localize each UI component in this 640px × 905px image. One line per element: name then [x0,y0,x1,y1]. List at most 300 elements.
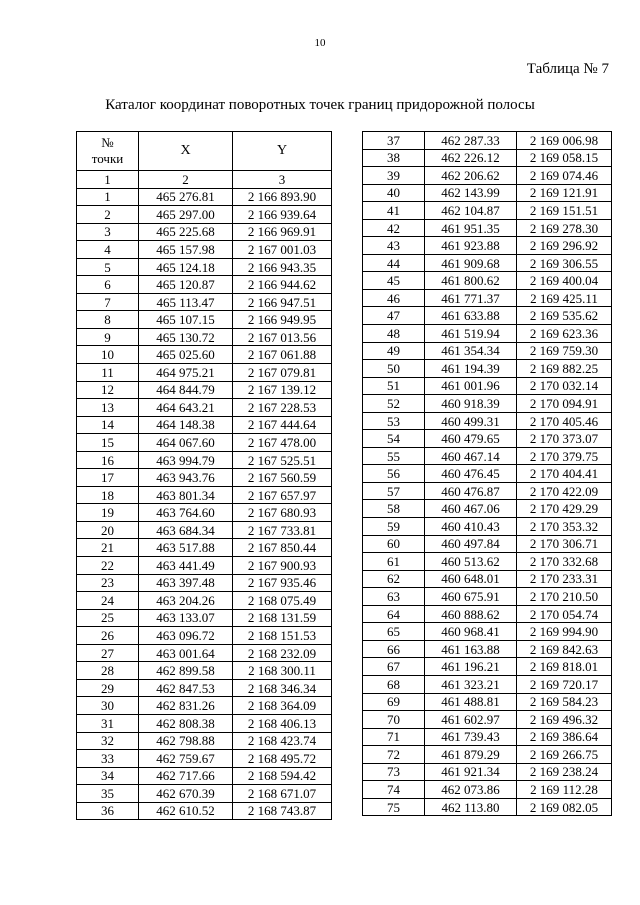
point-number-cell: 8 [77,311,139,329]
table-row [363,570,612,588]
table-row [363,798,612,816]
x-coordinate-cell: 463 801.34 [139,486,233,504]
point-number-cell: 37 [363,132,425,150]
y-coordinate-cell: 2 167 680.93 [233,504,332,522]
point-number-cell: 6 [77,276,139,294]
point-number-cell: 24 [77,592,139,610]
x-coordinate-cell: 462 899.58 [139,662,233,680]
x-coordinate-cell: 465 120.87 [139,276,233,294]
point-number-cell: 7 [77,293,139,311]
point-number-cell: 21 [77,539,139,557]
point-number-cell: 50 [363,360,425,378]
x-coordinate-cell: 461 488.81 [425,693,517,711]
x-coordinate-cell: 463 764.60 [139,504,233,522]
x-coordinate-cell: 465 107.15 [139,311,233,329]
point-number-cell: 64 [363,605,425,623]
table-row [363,693,612,711]
x-coordinate-cell: 462 610.52 [139,802,233,820]
x-coordinate-cell: 460 648.01 [425,570,517,588]
x-coordinate-cell: 463 943.76 [139,469,233,487]
x-coordinate-cell: 460 410.43 [425,518,517,536]
x-coordinate-cell: 464 067.60 [139,434,233,452]
x-coordinate-cell: 463 684.34 [139,521,233,539]
point-number-cell: 42 [363,219,425,237]
point-number-cell: 31 [77,714,139,732]
table-row [77,750,332,768]
point-number-cell: 69 [363,693,425,711]
table-row [77,451,332,469]
point-number-cell: 70 [363,711,425,729]
point-number-cell: 68 [363,675,425,693]
table-row [363,219,612,237]
y-coordinate-cell: 2 168 743.87 [233,802,332,820]
x-coordinate-cell: 465 025.60 [139,346,233,364]
document-title: Каталог координат поворотных точек границ придорожной полосы [105,97,535,113]
point-number-cell: 40 [363,184,425,202]
point-number-cell: 26 [77,627,139,645]
point-number-cell: 43 [363,237,425,255]
page-number: 10 [314,37,326,49]
x-coordinate-cell: 465 297.00 [139,206,233,224]
y-coordinate-cell: 2 169 882.25 [517,360,612,378]
table-label: Таблица № 7 [526,61,609,77]
y-coordinate-cell: 2 167 850.44 [233,539,332,557]
y-coordinate-cell: 2 166 944.62 [233,276,332,294]
x-column-header: X [139,132,233,171]
table-row [363,482,612,500]
x-coordinate-cell: 461 909.68 [425,254,517,272]
y-coordinate-cell: 2 169 082.05 [517,798,612,816]
y-coordinate-cell: 2 169 121.91 [517,184,612,202]
y-coordinate-cell: 2 168 594.42 [233,767,332,785]
y-coordinate-cell: 2 168 495.72 [233,750,332,768]
x-coordinate-cell: 463 397.48 [139,574,233,592]
x-coordinate-cell: 461 633.88 [425,307,517,325]
y-coordinate-cell: 2 168 232.09 [233,644,332,662]
x-coordinate-cell: 460 499.31 [425,412,517,430]
y-coordinate-cell: 2 169 238.24 [517,763,612,781]
y-coordinate-cell: 2 170 032.14 [517,377,612,395]
x-coordinate-cell: 463 517.88 [139,539,233,557]
point-number-cell: 72 [363,746,425,764]
y-coordinate-cell: 2 167 525.51 [233,451,332,469]
point-number-cell: 53 [363,412,425,430]
point-number-cell: 22 [77,557,139,575]
point-number-cell: 15 [77,434,139,452]
point-number-cell: 63 [363,588,425,606]
y-coordinate-cell: 2 169 759.30 [517,342,612,360]
point-number-cell: 39 [363,167,425,185]
point-number-cell: 34 [77,767,139,785]
point-number-cell: 11 [77,364,139,382]
point-number-cell: 14 [77,416,139,434]
x-coordinate-cell: 463 133.07 [139,609,233,627]
table-row [363,640,612,658]
point-number-cell: 19 [77,504,139,522]
x-coordinate-cell: 460 513.62 [425,553,517,571]
x-coordinate-cell: 462 287.33 [425,132,517,150]
x-coordinate-cell: 461 921.34 [425,763,517,781]
x-coordinate-cell: 461 951.35 [425,219,517,237]
y-coordinate-cell: 2 169 306.55 [517,254,612,272]
x-coordinate-cell: 462 847.53 [139,679,233,697]
point-number-cell: 66 [363,640,425,658]
y-coordinate-cell: 2 170 094.91 [517,395,612,413]
table-row [363,535,612,553]
y-coordinate-cell: 2 170 353.32 [517,518,612,536]
point-number-cell: 30 [77,697,139,715]
point-number-cell: 58 [363,500,425,518]
point-number-cell: 47 [363,307,425,325]
table-row [77,679,332,697]
table-row [77,592,332,610]
x-coordinate-cell: 462 831.26 [139,697,233,715]
table-row [77,521,332,539]
x-coordinate-cell: 462 670.39 [139,785,233,803]
x-coordinate-cell: 460 476.87 [425,482,517,500]
y-coordinate-cell: 2 169 296.92 [517,237,612,255]
y-coordinate-cell: 2 170 233.31 [517,570,612,588]
x-coordinate-cell: 460 968.41 [425,623,517,641]
y-coordinate-cell: 2 170 404.41 [517,465,612,483]
table-row [363,605,612,623]
point-number-cell: 25 [77,609,139,627]
y-coordinate-cell: 2 167 139.12 [233,381,332,399]
x-coordinate-cell: 462 798.88 [139,732,233,750]
point-number-header-line2: точки [91,151,124,166]
y-coordinate-cell: 2 169 623.36 [517,325,612,343]
point-number-cell: 3 [77,223,139,241]
point-number-cell: 48 [363,325,425,343]
y-coordinate-cell: 2 168 406.13 [233,714,332,732]
x-coordinate-cell: 461 771.37 [425,289,517,307]
y-coordinate-cell: 2 170 405.46 [517,412,612,430]
table-row [77,399,332,417]
point-number-cell: 27 [77,644,139,662]
x-coordinate-cell: 460 918.39 [425,395,517,413]
table-row [363,781,612,799]
y-coordinate-cell: 2 168 671.07 [233,785,332,803]
point-number-cell: 2 [77,206,139,224]
x-coordinate-cell: 462 206.62 [425,167,517,185]
table-row [363,237,612,255]
point-number-cell: 45 [363,272,425,290]
table-row [363,360,612,378]
point-number-cell: 35 [77,785,139,803]
y-coordinate-cell: 2 168 300.11 [233,662,332,680]
x-coordinate-cell: 460 497.84 [425,535,517,553]
table-row [77,714,332,732]
y-column-header: Y [233,132,332,171]
table-row [363,518,612,536]
y-coordinate-cell: 2 167 061.88 [233,346,332,364]
table-row [363,395,612,413]
point-number-cell: 29 [77,679,139,697]
point-number-cell: 36 [77,802,139,820]
y-coordinate-cell: 2 169 112.28 [517,781,612,799]
x-coordinate-cell: 462 104.87 [425,202,517,220]
x-coordinate-cell: 461 163.88 [425,640,517,658]
coordinates-table-left [76,131,332,820]
y-coordinate-cell: 2 168 075.49 [233,592,332,610]
y-coordinate-cell: 2 169 496.32 [517,711,612,729]
y-coordinate-cell: 2 167 657.97 [233,486,332,504]
table-row [363,377,612,395]
table-row [77,241,332,259]
table-row [77,258,332,276]
table-row [77,311,332,329]
y-coordinate-cell: 2 168 346.34 [233,679,332,697]
y-coordinate-cell: 2 169 151.51 [517,202,612,220]
table-row [363,465,612,483]
x-coordinate-cell: 462 143.99 [425,184,517,202]
y-coordinate-cell: 2 167 733.81 [233,521,332,539]
table-row [363,342,612,360]
point-number-cell: 41 [363,202,425,220]
point-number-cell: 44 [363,254,425,272]
point-number-cell: 51 [363,377,425,395]
point-number-cell: 52 [363,395,425,413]
x-coordinate-cell: 463 096.72 [139,627,233,645]
table-row [363,272,612,290]
x-coordinate-cell: 460 479.65 [425,430,517,448]
table-row [77,364,332,382]
table-row [77,644,332,662]
y-coordinate-cell: 2 170 373.07 [517,430,612,448]
x-coordinate-cell: 464 844.79 [139,381,233,399]
point-number-cell: 20 [77,521,139,539]
y-coordinate-cell: 2 166 939.64 [233,206,332,224]
y-coordinate-cell: 2 167 900.93 [233,557,332,575]
table-row [77,381,332,399]
point-number-cell: 32 [77,732,139,750]
y-coordinate-cell: 2 166 969.91 [233,223,332,241]
point-number-cell: 10 [77,346,139,364]
point-number-cell: 57 [363,482,425,500]
column-index: 3 [233,171,332,189]
table-row [363,254,612,272]
y-coordinate-cell: 2 167 935.46 [233,574,332,592]
y-coordinate-cell: 2 169 400.04 [517,272,612,290]
y-coordinate-cell: 2 169 425.11 [517,289,612,307]
point-number-cell: 4 [77,241,139,259]
point-number-cell: 75 [363,798,425,816]
x-coordinate-cell: 463 001.64 [139,644,233,662]
x-coordinate-cell: 460 467.14 [425,447,517,465]
x-coordinate-cell: 461 879.29 [425,746,517,764]
table-row [363,746,612,764]
table-row [363,623,612,641]
table-row [363,289,612,307]
y-coordinate-cell: 2 169 720.17 [517,675,612,693]
coordinates-table-right [362,131,612,816]
column-index: 2 [139,171,233,189]
x-coordinate-cell: 462 226.12 [425,149,517,167]
point-number-cell: 23 [77,574,139,592]
table-row [77,732,332,750]
y-coordinate-cell: 2 169 584.23 [517,693,612,711]
y-coordinate-cell: 2 166 943.35 [233,258,332,276]
x-coordinate-cell: 461 194.39 [425,360,517,378]
table-row [363,202,612,220]
point-number-cell: 59 [363,518,425,536]
y-coordinate-cell: 2 168 131.59 [233,609,332,627]
y-coordinate-cell: 2 167 560.59 [233,469,332,487]
point-number-cell: 16 [77,451,139,469]
point-number-cell: 65 [363,623,425,641]
x-coordinate-cell: 462 717.66 [139,767,233,785]
x-coordinate-cell: 461 519.94 [425,325,517,343]
y-coordinate-cell: 2 170 422.09 [517,482,612,500]
table-row [363,500,612,518]
y-coordinate-cell: 2 170 210.50 [517,588,612,606]
point-number-cell: 71 [363,728,425,746]
table-row [77,223,332,241]
table-row [363,711,612,729]
column-index: 1 [77,171,139,189]
x-coordinate-cell: 460 888.62 [425,605,517,623]
table-row [77,469,332,487]
x-coordinate-cell: 461 923.88 [425,237,517,255]
table-row [363,675,612,693]
y-coordinate-cell: 2 167 001.03 [233,241,332,259]
point-number-cell: 28 [77,662,139,680]
y-coordinate-cell: 2 166 947.51 [233,293,332,311]
x-coordinate-cell: 461 001.96 [425,377,517,395]
table-row [363,412,612,430]
y-coordinate-cell: 2 167 079.81 [233,364,332,382]
y-coordinate-cell: 2 170 379.75 [517,447,612,465]
table-row [77,416,332,434]
point-number-cell: 73 [363,763,425,781]
table-row [77,346,332,364]
x-coordinate-cell: 461 800.62 [425,272,517,290]
point-number-cell: 33 [77,750,139,768]
table-row [77,539,332,557]
x-coordinate-cell: 465 225.68 [139,223,233,241]
x-coordinate-cell: 461 602.97 [425,711,517,729]
y-coordinate-cell: 2 167 228.53 [233,399,332,417]
y-coordinate-cell: 2 169 278.30 [517,219,612,237]
point-number-cell: 18 [77,486,139,504]
y-coordinate-cell: 2 167 444.64 [233,416,332,434]
y-coordinate-cell: 2 169 818.01 [517,658,612,676]
table-row [77,802,332,820]
point-number-cell: 5 [77,258,139,276]
x-coordinate-cell: 464 975.21 [139,364,233,382]
point-number-cell: 56 [363,465,425,483]
table-row [77,574,332,592]
table-row [77,486,332,504]
x-coordinate-cell: 460 476.45 [425,465,517,483]
table-row [77,206,332,224]
x-coordinate-cell: 462 073.86 [425,781,517,799]
x-coordinate-cell: 461 196.21 [425,658,517,676]
x-coordinate-cell: 460 467.06 [425,500,517,518]
y-coordinate-cell: 2 170 054.74 [517,605,612,623]
x-coordinate-cell: 462 808.38 [139,714,233,732]
table-row [77,767,332,785]
point-number-cell: 38 [363,149,425,167]
table-row [77,276,332,294]
table-row [363,132,612,150]
point-number-header [77,132,139,171]
point-number-cell: 60 [363,535,425,553]
point-number-cell: 49 [363,342,425,360]
point-number-cell: 46 [363,289,425,307]
y-coordinate-cell: 2 168 151.53 [233,627,332,645]
x-coordinate-cell: 463 204.26 [139,592,233,610]
point-number-cell: 9 [77,328,139,346]
y-coordinate-cell: 2 169 074.46 [517,167,612,185]
point-number-header-line1: № [101,135,114,150]
x-coordinate-cell: 465 157.98 [139,241,233,259]
y-coordinate-cell: 2 167 013.56 [233,328,332,346]
point-number-cell: 12 [77,381,139,399]
table-row [363,167,612,185]
table-row [77,504,332,522]
point-number-cell: 62 [363,570,425,588]
table-row [77,785,332,803]
point-number-cell: 54 [363,430,425,448]
x-coordinate-cell: 461 739.43 [425,728,517,746]
table-row [363,325,612,343]
y-coordinate-cell: 2 168 423.74 [233,732,332,750]
table-row [363,307,612,325]
y-coordinate-cell: 2 170 332.68 [517,553,612,571]
y-coordinate-cell: 2 166 893.90 [233,188,332,206]
table-row [77,662,332,680]
x-coordinate-cell: 465 130.72 [139,328,233,346]
table-row [363,763,612,781]
y-coordinate-cell: 2 169 058.15 [517,149,612,167]
x-coordinate-cell: 463 994.79 [139,451,233,469]
table-row [77,188,332,206]
point-number-cell: 13 [77,399,139,417]
x-coordinate-cell: 465 113.47 [139,293,233,311]
table-row [363,447,612,465]
table-row [363,553,612,571]
x-coordinate-cell: 461 323.21 [425,675,517,693]
x-coordinate-cell: 461 354.34 [425,342,517,360]
x-coordinate-cell: 464 643.21 [139,399,233,417]
table-row [77,697,332,715]
table-row [77,557,332,575]
column-index-row [77,171,332,189]
table-row [77,609,332,627]
point-number-cell: 1 [77,188,139,206]
y-coordinate-cell: 2 166 949.95 [233,311,332,329]
table-row [363,149,612,167]
y-coordinate-cell: 2 168 364.09 [233,697,332,715]
table-row [77,627,332,645]
y-coordinate-cell: 2 169 994.90 [517,623,612,641]
x-coordinate-cell: 465 124.18 [139,258,233,276]
y-coordinate-cell: 2 169 006.98 [517,132,612,150]
table-row [77,328,332,346]
table-header-row [77,132,332,171]
x-coordinate-cell: 465 276.81 [139,188,233,206]
y-coordinate-cell: 2 170 306.71 [517,535,612,553]
point-number-cell: 61 [363,553,425,571]
table-row [77,434,332,452]
point-number-cell: 67 [363,658,425,676]
x-coordinate-cell: 460 675.91 [425,588,517,606]
y-coordinate-cell: 2 169 386.64 [517,728,612,746]
x-coordinate-cell: 462 113.80 [425,798,517,816]
y-coordinate-cell: 2 169 266.75 [517,746,612,764]
table-row [363,430,612,448]
